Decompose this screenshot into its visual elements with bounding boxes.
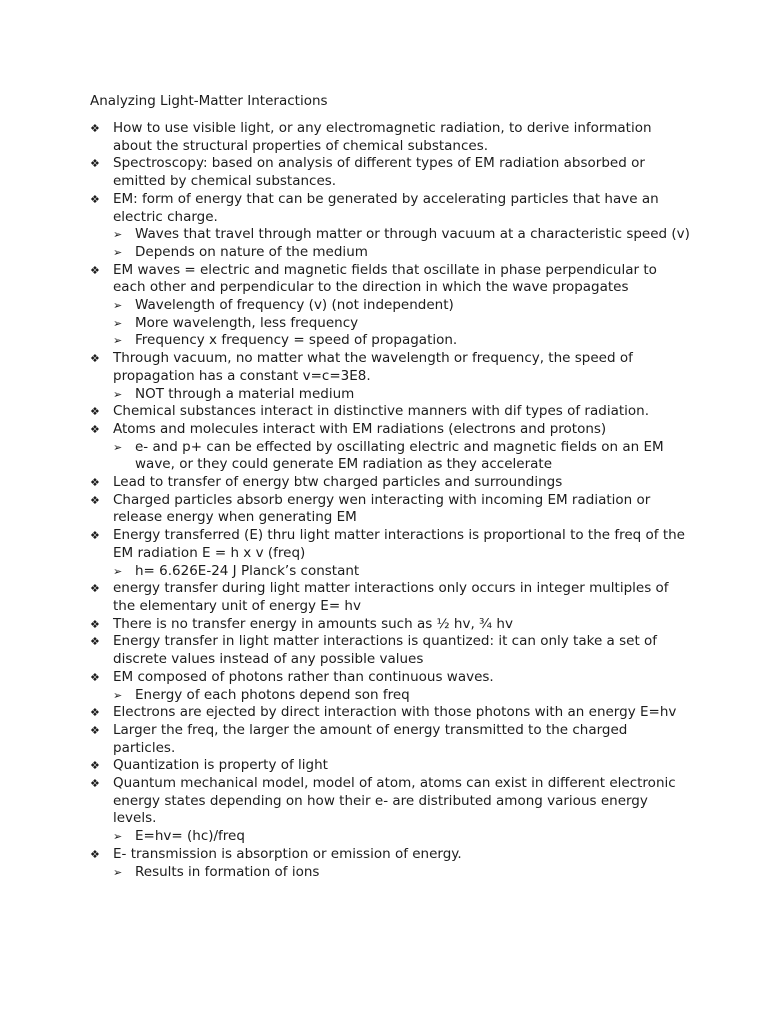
list-item [90, 633, 690, 668]
list-item-text: Energy of each photons depend son freq [135, 686, 410, 703]
list-item-text: Spectroscopy: based on analysis of different types of EM radiation absorbed or emitted by chemical substances. [113, 155, 645, 190]
list-item [90, 226, 690, 244]
list-item-text: Energy transfer in light matter interactions is quantized: it can only take a set of discrete values instead of any possible values [113, 633, 658, 668]
list-item-text: e- and p+ can be effected by oscillating electric and magnetic fields on an EM wave, or they could generate EM radiation as they accelerate [135, 438, 664, 473]
list-item [90, 474, 690, 492]
list-item-text: Chemical substances interact in distinctive manners with dif types of radiation. [113, 403, 649, 420]
list-item-text: E- transmission is absorption or emission of energy. [113, 845, 462, 862]
list-item-text: EM composed of photons rather than continuous waves. [113, 668, 494, 685]
list-item [90, 332, 690, 350]
list-item [90, 421, 690, 439]
arrow-bullet-icon: ➢ [113, 564, 123, 578]
arrow-bullet-icon: ➢ [113, 387, 123, 401]
list-item-text: E=hv= (hc)/freq [135, 828, 245, 845]
list-item-text: How to use visible light, or any electromagnetic radiation, to derive information about the structural properties of chemical substances. [113, 120, 652, 154]
arrow-bullet-icon: ➢ [113, 688, 123, 702]
list-item [90, 563, 690, 581]
list-item [90, 191, 690, 226]
list-item [90, 439, 690, 474]
list-item-text: Depends on nature of the medium [135, 243, 368, 260]
list-item-text: Waves that travel through matter or through vacuum at a characteristic speed (v) [135, 226, 690, 243]
list-item-text: EM waves = electric and magnetic fields that oscillate in phase perpendicular to each other and perpendicular to the direction in which the wave propagates [113, 261, 657, 296]
arrow-bullet-icon: ➢ [113, 865, 123, 879]
diamond-bullet-icon: ❖ [90, 529, 100, 543]
diamond-bullet-icon: ❖ [90, 777, 100, 791]
list-item [90, 580, 690, 615]
list-item [90, 244, 690, 262]
list-item [90, 527, 690, 562]
document-title: Analyzing Light-Matter Interactions [90, 93, 328, 109]
list-item [90, 386, 690, 404]
notes-list [90, 120, 690, 881]
list-item-text: More wavelength, less frequency [135, 314, 359, 331]
list-item [90, 828, 690, 846]
list-item [90, 864, 690, 882]
diamond-bullet-icon: ❖ [90, 405, 100, 419]
list-item-text: EM: form of energy that can be generated by accelerating particles that have an electric charge. [113, 190, 659, 225]
diamond-bullet-icon: ❖ [90, 635, 100, 649]
list-item [90, 775, 690, 828]
list-item [90, 704, 690, 722]
list-item [90, 616, 690, 634]
list-item-text: Charged particles absorb energy wen interacting with incoming EM radiation or release energy when generating EM [113, 491, 651, 526]
diamond-bullet-icon: ❖ [90, 352, 100, 366]
list-item-text: Larger the freq, the larger the amount of energy transmitted to the charged particles. [113, 721, 628, 756]
list-item-text: Quantum mechanical model, model of atom, atoms can exist in different electronic energy states depending on how their e- are distributed among various energy levels. [113, 775, 676, 827]
list-item-text: Energy transferred (E) thru light matter interactions is proportional to the freq of the EM radiation E = h x v (freq) [113, 527, 685, 561]
list-item-text: Quantization is property of light [113, 757, 328, 774]
diamond-bullet-icon: ❖ [90, 476, 100, 490]
diamond-bullet-icon: ❖ [90, 263, 100, 277]
diamond-bullet-icon: ❖ [90, 192, 100, 206]
arrow-bullet-icon: ➢ [113, 334, 123, 348]
list-item [90, 722, 690, 757]
list-item-text: Electrons are ejected by direct interaction with those photons with an energy E=hv [113, 704, 677, 721]
diamond-bullet-icon: ❖ [90, 706, 100, 720]
diamond-bullet-icon: ❖ [90, 670, 100, 684]
list-item [90, 403, 690, 421]
diamond-bullet-icon: ❖ [90, 723, 100, 737]
list-item-text: h= 6.626E-24 J Planck’s constant [135, 562, 360, 579]
list-item-text: energy transfer during light matter interactions only occurs in integer multiples of the elementary unit of energy E= hv [113, 580, 669, 614]
diamond-bullet-icon: ❖ [90, 617, 100, 631]
diamond-bullet-icon: ❖ [90, 157, 100, 171]
list-item [90, 315, 690, 333]
list-item-text: Atoms and molecules interact with EM radiations (electrons and protons) [113, 420, 607, 437]
arrow-bullet-icon: ➢ [113, 228, 123, 242]
list-item-text: NOT through a material medium [135, 385, 355, 402]
list-item-text: Through vacuum, no matter what the wavelength or frequency, the speed of propagation has a constant v=c=3E8. [113, 350, 633, 384]
arrow-bullet-icon: ➢ [113, 440, 123, 454]
diamond-bullet-icon: ❖ [90, 122, 100, 135]
list-item-text: Wavelength of frequency (v) (not independent) [135, 297, 454, 314]
list-item [90, 120, 690, 155]
arrow-bullet-icon: ➢ [113, 830, 123, 844]
list-item-text: There is no transfer energy in amounts such as ½ hv, ¾ hv [113, 615, 513, 632]
diamond-bullet-icon: ❖ [90, 582, 100, 596]
list-item [90, 262, 690, 297]
list-item-text: Results in formation of ions [135, 863, 320, 880]
list-item [90, 492, 690, 527]
list-item [90, 297, 690, 315]
list-item-text: Lead to transfer of energy btw charged particles and surroundings [113, 474, 563, 491]
list-item [90, 757, 690, 775]
list-item [90, 687, 690, 705]
diamond-bullet-icon: ❖ [90, 493, 100, 507]
list-item-text: Frequency x frequency = speed of propagation. [135, 332, 458, 349]
arrow-bullet-icon: ➢ [113, 299, 123, 313]
diamond-bullet-icon: ❖ [90, 422, 100, 436]
list-item [90, 350, 690, 385]
arrow-bullet-icon: ➢ [113, 245, 123, 259]
list-item [90, 669, 690, 687]
list-item [90, 155, 690, 190]
arrow-bullet-icon: ➢ [113, 316, 123, 330]
diamond-bullet-icon: ❖ [90, 759, 100, 773]
diamond-bullet-icon: ❖ [90, 847, 100, 861]
list-item [90, 846, 690, 864]
